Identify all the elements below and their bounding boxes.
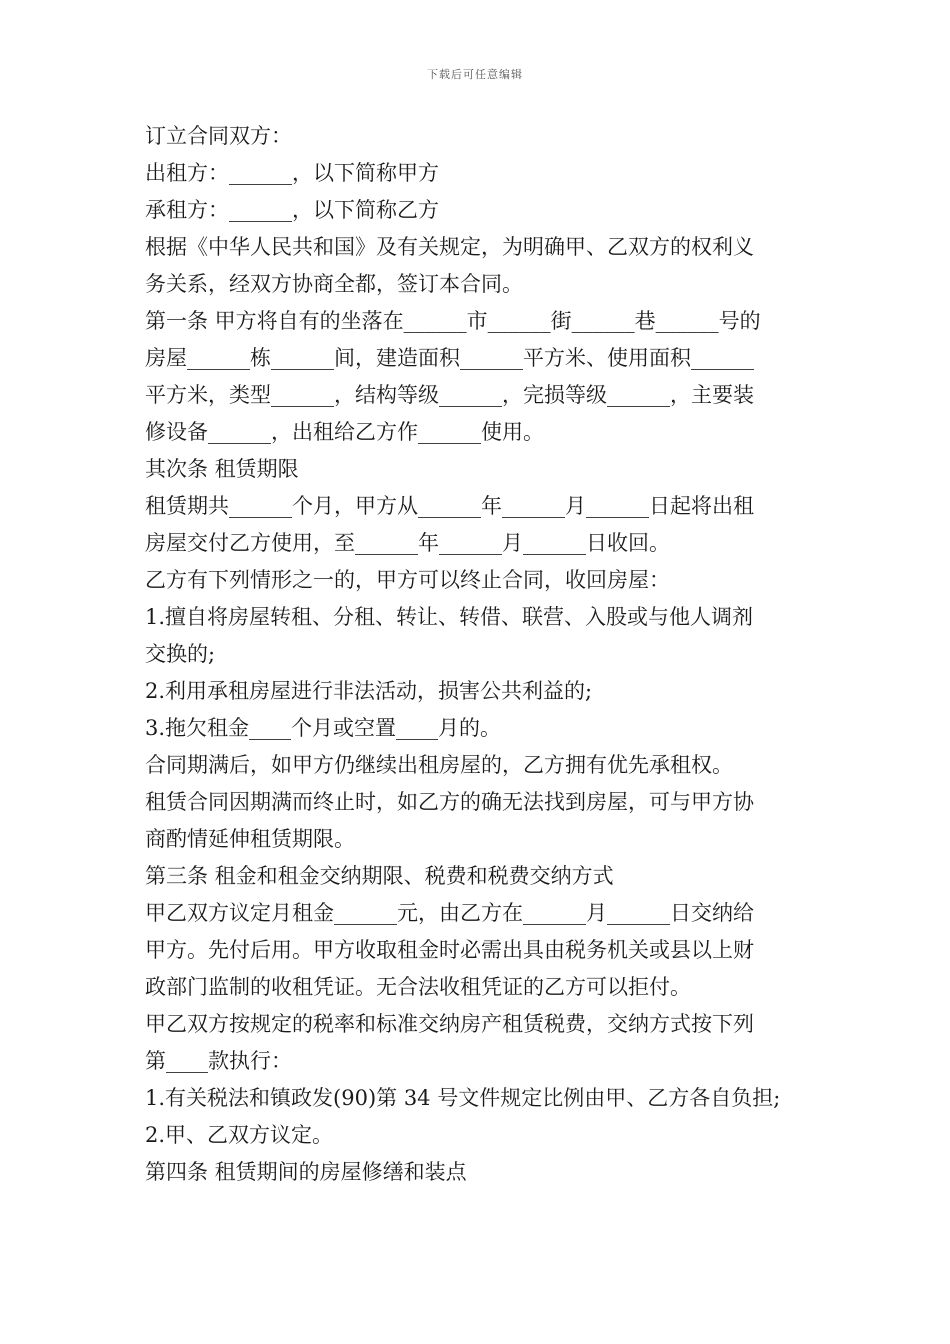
body-line: 2.甲、乙双方议定。 [145, 1123, 334, 1147]
body-line: 出租方：______，以下简称甲方 [145, 161, 439, 185]
body-line: 其次条 租赁期限 [145, 457, 299, 481]
page-header: 下载后可任意编辑 [427, 68, 523, 81]
body-line: 第一条 甲方将自有的坐落在______市______街______巷______号的 [145, 309, 761, 333]
body-line: 商酌情延伸租赁期限。 [145, 827, 355, 851]
body-line: 1.有关税法和镇政发(90)第 34 号文件规定比例由甲、乙方各自负担; [145, 1086, 781, 1110]
body-line: 甲方。先付后用。甲方收取租金时必需出具由税务机关或县以上财 [145, 938, 754, 962]
body-line: 平方米，类型______，结构等级______，完损等级______，主要装 [145, 383, 754, 407]
body-line: 根据《中华人民共和国》及有关规定，为明确甲、乙双方的权利义 [145, 235, 754, 259]
body-line: 租赁期共______个月，甲方从______年______月______日起将出租 [145, 494, 754, 518]
body-line: 第四条 租赁期间的房屋修缮和装点 [145, 1160, 467, 1184]
body-line: 订立合同双方： [145, 124, 292, 148]
body-line: 乙方有下列情形之一的，甲方可以终止合同，收回房屋： [145, 568, 670, 592]
body-line: 房屋交付乙方使用，至______年______月______日收回。 [145, 531, 670, 555]
body-line: 房屋______栋______间，建造面积______平方米、使用面积______ [145, 346, 754, 370]
body-line: 第三条 租金和租金交纳期限、税费和税费交纳方式 [145, 864, 614, 888]
body-line: 甲乙双方按规定的税率和标准交纳房产租赁税费，交纳方式按下列 [145, 1012, 754, 1036]
body-line: 交换的; [145, 642, 216, 666]
body-line: 1.擅自将房屋转租、分租、转让、转借、联营、入股或与他人调剂 [145, 605, 754, 629]
body-line: 政部门监制的收租凭证。无合法收租凭证的乙方可以拒付。 [145, 975, 691, 999]
body-line: 务关系，经双方协商全都，签订本合同。 [145, 272, 523, 296]
body-line: 甲乙双方议定月租金______元，由乙方在______月______日交纳给 [145, 901, 754, 925]
body-line: 修设备______，出租给乙方作______使用。 [145, 420, 544, 444]
body-line: 3.拖欠租金____个月或空置____月的。 [145, 716, 502, 740]
contract-body [145, 118, 815, 1191]
body-line: 2.利用承租房屋进行非法活动，损害公共利益的; [145, 679, 593, 703]
body-line: 第____款执行： [145, 1049, 292, 1073]
body-line: 承租方：______，以下简称乙方 [145, 198, 439, 222]
body-line: 合同期满后，如甲方仍继续出租房屋的，乙方拥有优先承租权。 [145, 753, 733, 777]
body-line: 租赁合同因期满而终止时，如乙方的确无法找到房屋，可与甲方协 [145, 790, 754, 814]
